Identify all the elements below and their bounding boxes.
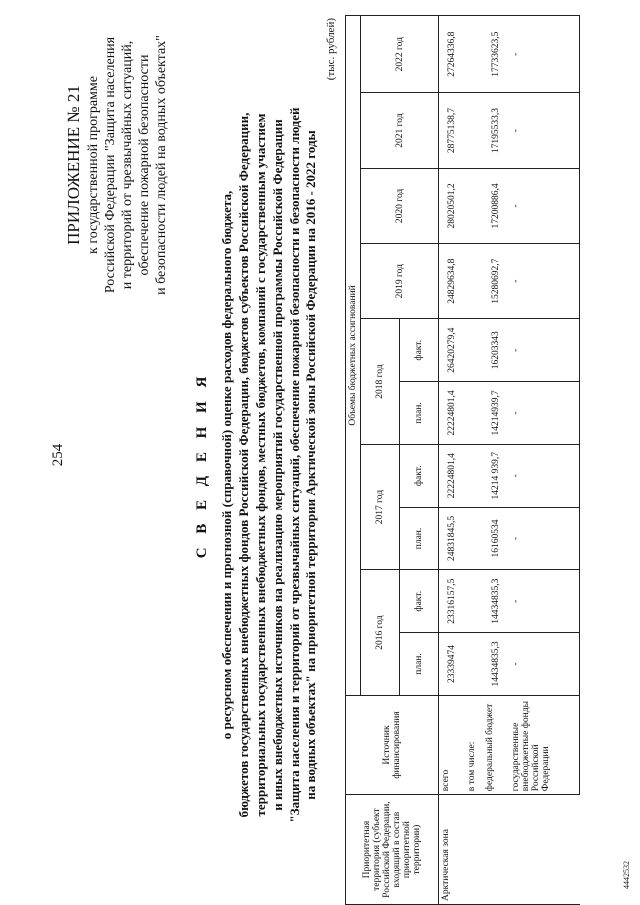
header-year-2019: 2019 год [361,244,439,319]
value-cell: 26420279,4 [439,319,466,382]
source-cell: всего [439,695,466,794]
value-cell [465,319,483,382]
value-cell: 24831845,5 [439,507,466,570]
units-label: (тыс. рублей) [325,18,337,81]
header-plan: план. [400,507,439,570]
header-fact: факт. [400,319,439,382]
page-number: 254 [50,443,66,467]
document-id: 4442532 [622,861,631,889]
value-cell: - [509,168,580,243]
header-year-2018: 2018 год [361,319,400,445]
value-cell: 14214 939,7 [483,444,509,507]
header-fact: факт. [400,570,439,633]
value-cell: 17200886,4 [483,168,509,243]
appendix-line: обеспечение пожарной безопасности [136,54,152,276]
value-cell: 17733623,5 [483,16,509,93]
heading-line: на водных объектах" на приоритетной территории Арктической зоны Российской Федерации на 2016 - 2022 годы [303,130,319,800]
value-cell: 14214939,7 [483,382,509,445]
value-cell: - [509,633,580,696]
value-cell: 16203343 [483,319,509,382]
appendix-line: Российской Федерации "Защита населения [102,36,118,294]
value-cell: - [509,444,580,507]
header-territory: Приоритетная территория (субъект Российской Федерации, входящий в состав приоритетной территории) [346,795,439,905]
value-cell [465,570,483,633]
value-cell: - [509,570,580,633]
value-cell: 28020501,2 [439,168,466,243]
heading-line: территориальных государственных внебюджетных фондов, местных бюджетов, компаний с государственным участием [252,113,268,817]
table-row [509,16,580,905]
value-cell [465,382,483,445]
value-cell [465,444,483,507]
appendix-block [64,15,170,315]
value-cell: 22224801,4 [439,444,466,507]
value-cell: 15280692,7 [483,244,509,319]
header-volumes: Объемы бюджетных ассигнований [346,16,361,696]
value-cell: 17195533,3 [483,93,509,168]
value-cell: - [509,507,580,570]
value-cell [465,633,483,696]
value-cell [465,507,483,570]
value-cell: 28775138,7 [439,93,466,168]
value-cell: 14434835,3 [483,633,509,696]
document-heading [194,65,320,865]
heading-line: о ресурсном обеспечении и прогнозной (справочной) оценке расходов федерального бюджета, [219,190,234,740]
value-cell [465,244,483,319]
header-year-2021: 2021 год [361,93,439,168]
value-cell [465,93,483,168]
table-row [483,16,509,905]
heading-title: С В Е Д Е Н И Я [194,371,210,559]
value-cell: 22224801,4 [439,382,466,445]
territory-cell: Арктическая зона [439,795,580,905]
source-cell: федеральный бюджет [483,695,509,794]
heading-line: и иных внебюджетных источников на реализацию мероприятий государственной программы Российской Федерации [269,119,285,811]
budget-table [345,15,580,905]
heading-line: "Защита населения и территорий от чрезвычайных ситуаций, обеспечение пожарной безопасности и безопасности людей [286,107,302,823]
appendix-title: ПРИЛОЖЕНИЕ № 21 [64,85,83,245]
value-cell: - [509,319,580,382]
table-header-row [346,16,361,905]
value-cell: - [509,382,580,445]
value-cell: - [509,93,580,168]
header-year-2016: 2016 год [361,570,400,696]
value-cell: 27264336,8 [439,16,466,93]
appendix-line: и безопасности людей на водных объектах" [154,35,170,295]
value-cell: 23316157,5 [439,570,466,633]
table-row [439,16,466,905]
value-cell: 24829634,8 [439,244,466,319]
header-year-2020: 2020 год [361,168,439,243]
header-fact: факт. [400,444,439,507]
header-plan: план. [400,382,439,445]
value-cell: - [509,16,580,93]
heading-line: бюджетов государственных внебюджетных фондов Российской Федерации, бюджетов субъектов Российской Федерации, [235,112,251,818]
appendix-line: и территорий от чрезвычайных ситуаций, [119,40,135,290]
table-row [465,16,483,905]
header-year-2022: 2022 год [361,16,439,93]
header-year-2017: 2017 год [361,444,400,570]
header-source: Источник финансирования [346,695,439,794]
value-cell [465,168,483,243]
appendix-line: к государственной программе [85,76,101,254]
source-cell: государственные внебюджетные фонды Российской Федерации [509,695,580,794]
source-cell: в том числе: [465,695,483,794]
value-cell: 14434835,3 [483,570,509,633]
header-plan: план. [400,633,439,696]
value-cell [465,16,483,93]
value-cell: 16160534 [483,507,509,570]
value-cell: - [509,244,580,319]
value-cell: 23339474 [439,633,466,696]
